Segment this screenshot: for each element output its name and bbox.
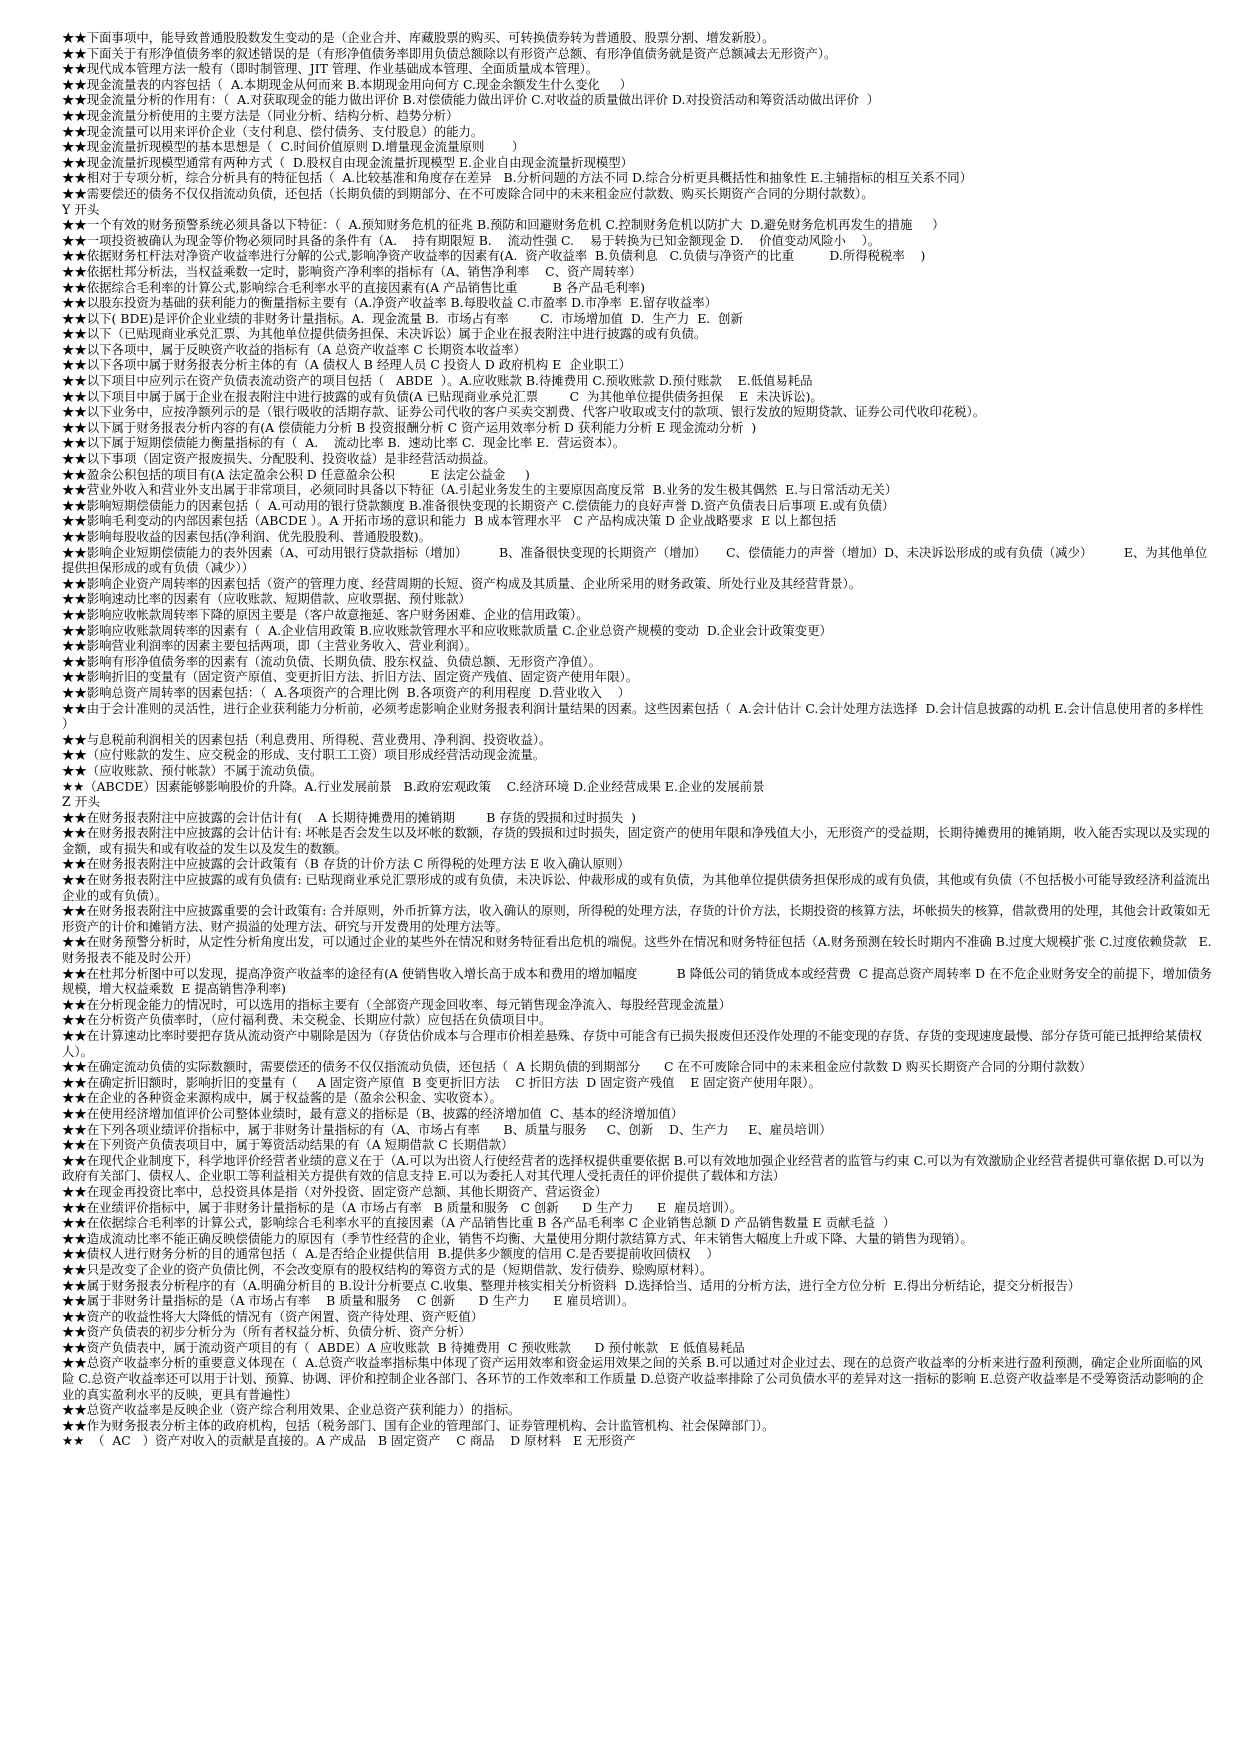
- question-item: ★★在财务预警分析时，从定性分析角度出发，可以通过企业的某些外在情况和财务特征看出危机的端倪。这些外在情况和财务特征包括（A.财务预测在较长时期内不准确 B.过度大规模扩张 C.过度依赖贷款 E.财务报表不能及时公开）: [62, 934, 1212, 966]
- question-item: ★★以下( BDE)是评价企业业绩的非财务计量指标。A. 现金流量 B. 市场占有率 C. 市场增加值 D. 生产力 E. 创新: [62, 310, 743, 326]
- question-item: ★★在确定折旧额时，影响折旧的变量有（ A 固定资产原值 B 变更折旧方法 C 折旧方法 D 固定资产残值 E 固定资产使用年限）。: [62, 1074, 821, 1090]
- question-item: ★★现金流量分析的作用有：（ A.对获取现金的能力做出评价 B.对偿债能力做出评价 C.对收益的质量做出评价 D.对投资活动和筹资活动做出评价 ）: [62, 92, 880, 108]
- question-item: ★★在现金再投资比率中，总投资具体是指（对外投资、固定资产总额、其他长期资产、营运资金）: [62, 1183, 608, 1199]
- question-item: ★★（ABCDE）因素能够影响股价的升降。A.行业发展前景 B.政府宏观政策 C.经济环境 D.企业经营成果 E.企业的发展前景: [62, 778, 765, 794]
- question-item: ★★资产的收益性将大大降低的情况有（资产闲置、资产待处理、资产贬值）: [62, 1308, 484, 1324]
- question-item: ★★属于财务报表分析程序的有（A.明确分析目的 B.设计分析要点 C.收集、整理并核实相关分析资料 D.选择恰当、适用的分析方法，进行全方位分析 E.得出分析结论，提交分析报告）: [62, 1277, 1081, 1293]
- question-item: ★★一项投资被确认为现金等价物必须同时具备的条件有（A. 持有期限短 B. 流动性强 C. 易于转换为已知金额现金 D. 价值变动风险小 ）。: [62, 232, 881, 248]
- question-item: ★★影响速动比率的因素有（应收账款、短期借款、应收票据、预付账款）: [62, 591, 471, 607]
- question-item: ★★资产负债表的初步分析分为（所有者权益分析、负债分析、资产分析）: [62, 1324, 471, 1340]
- question-item: ★★在财务报表附注中应披露重要的会计政策有: 合并原则，外币折算方法，收入确认的原则，所得税的处理方法，存货的计价方法，长期投资的核算方法，坏帐损失的核算，借款费用的处理，其他会计政策如无形资产的计价和摊销方法、财产损溢的处理方法、研究与开发费用的处理方法等。: [62, 903, 1211, 934]
- question-item: ★★债权人进行财务分析的目的通常包括（ A.是否给企业提供信用 B.提供多少额度的信用 C.是否要提前收回债权 ）: [62, 1246, 719, 1262]
- question-item: ★★与息税前利润相关的因素包括（利息费用、所得税、营业费用、净利润、投资收益）。: [62, 731, 552, 747]
- question-item: ★★在财务报表附注中应披露的或有负债有: 已贴现商业承兑汇票形成的或有负债，未决诉讼、仲裁形成的或有负债，为其他单位提供债务担保形成的或有负债，其他或有负债（不包括极小可能导致经济利益流出企业的或有负债）。: [62, 872, 1211, 903]
- question-item: ★★在财务报表附注中应披露的会计估计有( A 长期待摊费用的摊销期 B 存货的毁损和过时损失 ): [62, 809, 636, 825]
- question-item: ★★影响短期偿债能力的因素包括（ A.可动用的银行贷款额度 B.准备很快变现的长期资产 C.偿债能力的良好声誉 D.资产负债表日后事项 E.或有负债）: [62, 497, 895, 513]
- question-item: ★★只是改变了企业的资产负债比例，不会改变原有的股权结构的筹资方式的是（短期借款、发行债券、赊购原材料）。: [62, 1261, 713, 1277]
- question-item: ★★以股东投资为基础的获利能力的衡量指标主要有（A.净资产收益率 B.每股收益 C.市盈率 D.市净率 E.留存收益率）: [62, 295, 717, 311]
- question-item: ★★在财务报表附注中应披露的会计政策有（B 存货的计价方法 C 所得税的处理方法 E 收入确认原则）: [62, 856, 630, 872]
- question-item: ★★以下各项中，属于反映资产收益的指标有（A 总资产收益率 C 长期资本收益率）: [62, 341, 526, 357]
- question-item: ★★以下项目中应列示在资产负债表流动资产的项目包括（ ABDE ）。A.应收账款 B.待摊费用 C.预收账款 D.预付账款 E.低值易耗品: [62, 373, 813, 389]
- question-item: ★★营业外收入和营业外支出属于非常项目，必须同时具备以下特征（A.引起业务发生的主要原因高度反常 B.业务的发生极其偶然 E.与日常活动无关）: [62, 482, 898, 498]
- question-item: ★★影响每股收益的因素包括(净利润、优先股股利、普通股股数)。: [62, 529, 431, 544]
- question-item: ★★一个有效的财务预警系统必须具备以下特征：（ A.预知财务危机的征兆 B.预防和回避财务危机 C.控制财务危机以防扩大 D.避免财务危机再发生的措施 ）: [62, 217, 945, 233]
- question-item: ★★影响应收账款周转率的因素有（ A.企业信用政策 B.应收账款管理水平和应收账款质量 C.企业总资产规模的变动 D.企业会计政策变更）: [62, 622, 832, 638]
- question-item: ★★依据综合毛利率的计算公式,影响综合毛利率水平的直接因素有(A 产品销售比重 B 各产品毛利率): [62, 279, 646, 295]
- question-item: ★★现金流量折现模型的基本思想是（ C.时间价值原则 D.增量现金流量原则 ）: [62, 139, 525, 155]
- question-item: ★★现金流量可以用来评价企业（支付利息、偿付债务、支付股息）的能力。: [62, 123, 484, 139]
- question-item: ★★影响毛利变动的内部因素包括（ABCDE ）。A 开拓市场的意识和能力 B 成本管理水平 C 产品构成决策 D 企业战略要求 E 以上都包括: [62, 513, 837, 529]
- question-item: ★★下面事项中，能导致普通股股数发生变动的是（企业合并、库藏股票的购买、可转换债券转为普通股、股票分割、增发新股）。: [62, 30, 775, 45]
- question-item: ★★以下（已贴现商业承兑汇票、为其他单位提供债务担保、未决诉讼）属于企业在报表附注中进行披露的或有负债。: [62, 326, 707, 342]
- question-item: ★★属于非财务计量指标的是（A 市场占有率 B 质量和服务 C 创新 D 生产力 E 雇员培训）。: [62, 1293, 635, 1309]
- question-item: ★★在现代企业制度下，科学地评价经营者业绩的意义在于（A.可以为出资人行使经营者的选择权提供重要依据 B.可以有效地加强企业经营者的监管与约束 C.可以为有效激励企业经营者提供可靠依据 D.可以为政府有关部门、债权人、企业职工等利益相关方提供有效的信息支持 E.可以为委托人对其代理人受托责任的评价提供了载体和方法）: [62, 1152, 1205, 1184]
- question-item: ★★在杜邦分析图中可以发现，提高净资产收益率的途径有(A 使销售收入增长高于成本和费用的增加幅度 B 降低公司的销货成本或经营费 C 提高总资产周转率 D 在不危企业财务安全的前提下，增加债务规模，增大权益乘数 E 提高销售净利率): [62, 965, 1213, 997]
- question-item: ★★影响有形净值债务率的因素有（流动负债、长期负债、股东权益、负债总额、无形资产净值）。: [62, 653, 601, 669]
- question-item: ★★下面关于有形净值债务率的叙述错误的是（有形净值债务率即用负债总额除以有形资产总额、有形净值债务就是资产总额减去无形资产）。: [62, 45, 837, 61]
- question-item: ★★影响总资产周转率的因素包括：（ A.各项资产的合理比例 B.各项资产的利用程度 D.营业收入 ）: [62, 684, 631, 700]
- question-item: ★★现金流量分析使用的主要方法是（同业分析、结构分析、趋势分析）: [62, 107, 459, 123]
- question-item: ★★造成流动比率不能正确反映偿债能力的原因有（季节性经营的企业，销售不均衡、大量使用分期付款结算方式、年末销售大幅度上升或下降、大量的销售为现销）。: [62, 1230, 973, 1246]
- question-item: ★★ （ AC ）资产对收入的贡献是直接的。A 产成品 B 固定资产 C 商品 D 原材料 E 无形资产: [62, 1433, 636, 1449]
- question-item: ★★在分析现金能力的情况时，可以选用的指标主要有（全部资产现金回收率、每元销售现金净流入、每股经营现金流量）: [62, 996, 732, 1012]
- question-item: ★★在分析资产负债率时，（应付福利费、未交税金、长期应付款）应包括在负债项目中。: [62, 1012, 552, 1028]
- question-item: ★★影响企业短期偿债能力的表外因素（A、可动用银行贷款指标（增加） B、准备很快变现的长期资产（增加） C、偿债能力的声誉（增加）D、未决诉讼形成的或有负债（减少） E、为其他单位提供担保形成的或有负债（减少））: [62, 544, 1208, 576]
- question-item: ★★依据财务杠杆法对净资产收益率进行分解的公式,影响净资产收益率的因素有(A. 资产收益率 B.负债利息 C.负债与净资产的比重 D.所得税税率 ): [62, 248, 926, 264]
- question-item: ★★在使用经济增加值评价公司整体业绩时，最有意义的指标是（B、披露的经济增加值 C、基本的经济增加值）: [62, 1105, 684, 1121]
- question-item: ★★在企业的各种资金来源构成中，属于权益酱的是（盈余公积金、实收资本）。: [62, 1090, 502, 1106]
- question-item: ★★以下属于短期偿债能力衡量指标的有（ A. 流动比率 B. 速动比率 C. 现金比率 E. 营运资本）。: [62, 435, 626, 451]
- section-heading: Z 开头: [62, 794, 100, 810]
- question-item: ★★（应付账款的发生、应交税金的形成、支付职工工资）项目形成经营活动现金流量。: [62, 747, 546, 763]
- question-item: ★★资产负债表中，属于流动资产项目的有（ ABDE）A 应收账款 B 待摊费用 C 预收账款 D 预付帐款 E 低值易耗品: [62, 1339, 745, 1355]
- question-item: ★★以下属于财务报表分析内容的有(A 偿债能力分析 B 投资报酬分析 C 资产运用效率分析 D 获利能力分析 E 现金流动分析 ): [62, 419, 757, 435]
- question-item: ★★影响应收帐款周转率下降的原因主要是（客户故意拖延、客户财务困难、企业的信用政策）。: [62, 606, 589, 622]
- question-item: ★★以下各项中属于财务报表分析主体的有（A 债权人 B 经理人员 C 投资人 D 政府机构 E 企业职工）: [62, 357, 632, 373]
- question-item: ★★在下列资产负债表项目中，属于筹资活动结果的有（A 短期借款 C 长期借款）: [62, 1137, 514, 1153]
- question-item: ★★在财务报表附注中应披露的会计估计有: 坏帐是否会发生以及坏帐的数额，存货的毁损和过时损失，固定资产的使用年限和净残值大小，无形资产的受益期，长期待摊费用的摊销期，收入能否实现以及实现的金额，或有损失和或有收益的发生以及发生的数额。: [62, 825, 1211, 856]
- question-item: ★★总资产收益率分析的重要意义体现在（ A.总资产收益率指标集中体现了资产运用效率和资金运用效果之间的关系 B.可以通过对企业过去、现在的总资产收益率的分析来进行盈利预测，确定企业所面临的风险 C.总资产收益率还可以用于计划、预算、协调、评价和控制企业各部门、各环节的工作效率和工作质量 D.总资产收益率排除了公司负债水平的差异对这一指标的影响 E.总资产收益率是不受筹资活动影响的企业的真实盈利水平的反映，更具有普遍性）: [62, 1355, 1204, 1402]
- question-item: ★★（应收账款、预付帐款）不属于流动负债。: [62, 762, 323, 778]
- question-item: ★★在计算速动比率时要把存货从流动资产中剔除是因为（存货估价成本与合理市价相差悬殊、存货中可能含有已损失报废但还没作处理的不能变现的存货、存货的变现速度最慢、部分存货可能已抵押给某债权人）。: [62, 1028, 1202, 1059]
- question-item: ★★影响营业利润率的因素主要包括两项，即（主营业务收入、营业利润）。: [62, 638, 478, 654]
- question-item: ★★现金流量表的内容包括（ A.本期现金从何而来 B.本期现金用向何方 C.现金余额发生什么变化 ）: [62, 76, 632, 92]
- question-item: ★★在确定流动负债的实际数额时，需要偿还的债务不仅仅指流动负债，还包括（ A 长期负债的到期部分 C 在不可废除合同中的未来租金应付款数 D 购买长期资产合同的分期付款数）: [62, 1059, 1092, 1075]
- question-item: ★★以下业务中，应按净额列示的是（银行吸收的活期存款、证券公司代收的客户买卖交割费、代客户收取或支付的款项、银行发放的短期贷款、证券公司代收印花税）。: [62, 404, 986, 420]
- question-item: ★★盈余公积包括的项目有(A 法定盈余公积 D 任意盈余公积 E 法定公益金 ): [62, 466, 530, 482]
- question-item: ★★在业绩评价指标中，属于非财务计量指标的是（A 市场占有率 B 质量和服务 C 创新 D 生产力 E 雇员培训）。: [62, 1199, 743, 1215]
- question-item: ★★需要偿还的债务不仅仅指流动负债，还包括（长期负债的到期部分、在不可废除合同中的未来租金应付款数、购买长期资产合同的分期付款数）。: [62, 185, 874, 201]
- question-item: ★★以下项目中属于属于企业在报表附注中进行披露的或有负债(A 已贴现商业承兑汇票 C 为其他单位提供债务担保 E 未决诉讼)。: [62, 388, 823, 404]
- question-item: ★★影响企业资产周转率的因素包括（资产的管理力度、经营周期的长短、资产构成及其质量、企业所采用的财务政策、所处行业及其经营背景）。: [62, 575, 862, 591]
- question-item: ★★影响折旧的变量有（固定资产原值、变更折旧方法、折旧方法、固定资产残值、固定资产使用年限）。: [62, 669, 639, 685]
- question-item: ★★作为财务报表分析主体的政府机构，包括（税务部门、国有企业的管理部门、证券管理机构、会计监管机构、社会保障部门）。: [62, 1417, 775, 1433]
- question-item: ★★相对于专项分析，综合分析具有的特征包括（ A.比较基准和角度存在差异 B.分析问题的方法不同 D.综合分析更具概括性和抽象性 E.主辅指标的相互关系不同）: [62, 170, 973, 186]
- question-item: ★★总资产收益率是反映企业（资产综合利用效果、企业总资产获利能力）的指标。: [62, 1402, 521, 1418]
- question-item: ★★在下列各项业绩评价指标中，属于非财务计量指标的有（A、市场占有率 B、质量与服务 C、创新 D、生产力 E、雇员培训）: [62, 1121, 832, 1137]
- question-item: ★★依据杜邦分析法，当权益乘数一定时，影响资产净利率的指标有（A、销售净利率 C、资产周转率）: [62, 263, 642, 279]
- question-item: ★★在依据综合毛利率的计算公式，影响综合毛利率水平的直接因素（A 产品销售比重 B 各产品毛利率 C 企业销售总额 D 产品销售数量 E 贡献毛益 ）: [62, 1215, 896, 1231]
- section-heading: Y 开头: [62, 201, 100, 217]
- question-item: ★★由于会计准则的灵活性，进行企业获利能力分析前，必须考虑影响企业财务报表利润计量结果的因素。这些因素包括（ A.会计估计 C.会计处理方法选择 D.会计信息披露的动机 E.会计信息使用者的多样性 ）: [62, 700, 1224, 732]
- question-item: ★★现代成本管理方法一般有（即时制管理、JIT 管理、作业基础成本管理、全面质量成本管理）。: [62, 61, 599, 77]
- question-item: ★★以下事项（固定资产报废损失、分配股利、投资收益）是非经营活动损益。: [62, 451, 496, 467]
- question-item: ★★现金流量折现模型通常有两种方式（ D.股权自由现金流量折现模型 E.企业自由现金流量折现模型）: [62, 154, 634, 170]
